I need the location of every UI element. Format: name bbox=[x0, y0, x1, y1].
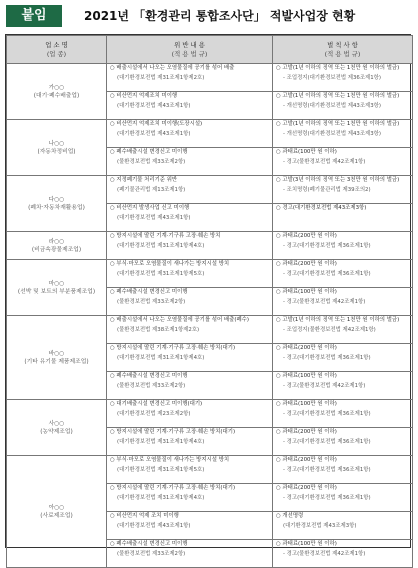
business-name: 아○○ bbox=[48, 504, 65, 511]
penalty-cell-text: ○ 고발(1년 이하의 징역 또는 1천만 원 이하의 벌금) bbox=[276, 93, 400, 99]
business-cell bbox=[7, 400, 107, 456]
penalty-cell-law: (대기환경보전법 제43조제3항) bbox=[283, 522, 357, 529]
violation-cell-text: ○ 폐수배출시설 변경신고 미이행 bbox=[110, 149, 188, 155]
header-business-name: 업 소 명 (업 종) bbox=[7, 36, 107, 64]
penalty-cell-law: - 경고(물환경보전법 제42조제1항) bbox=[283, 550, 366, 557]
penalty-cell-text: ○ 과태료(100만 원 이하) bbox=[276, 289, 337, 295]
penalty-cell bbox=[273, 64, 413, 92]
table-header-row bbox=[7, 36, 413, 64]
penalty-cell-text: ○ 과태료(100만 원 이하) bbox=[276, 541, 337, 547]
violation-cell-law: (대기환경보전법 제23조제2항) bbox=[117, 410, 191, 417]
violation-cell-law: (대기환경보전법 제43조제1항) bbox=[117, 130, 191, 137]
penalty-cell bbox=[273, 316, 413, 344]
penalty-cell-law: - 경고(대기환경보전법 제36조제1항) bbox=[283, 270, 371, 277]
violation-cell bbox=[107, 260, 273, 288]
violation-cell bbox=[107, 512, 273, 540]
penalty-cell-text: ○ 고발(3년 이하의 징역 또는 3천만 원 이하의 벌금) bbox=[276, 177, 400, 183]
penalty-cell-law: - 조업정지(대기환경보전법 제36조제1항) bbox=[283, 74, 381, 81]
violation-cell-law: (물환경보전법 제33조제2항) bbox=[117, 298, 186, 305]
violation-cell bbox=[107, 540, 273, 568]
penalty-cell-text: ○ 개선명령 bbox=[276, 513, 304, 519]
penalty-cell bbox=[273, 428, 413, 456]
penalty-cell-law: - 조업정지(물환경보전법 제42조제1항) bbox=[283, 326, 376, 333]
business-name: 마○○ bbox=[48, 280, 65, 287]
business-cell bbox=[7, 176, 107, 232]
penalty-cell-law: - 경고(대기환경보전법 제36조제1항) bbox=[283, 466, 371, 473]
business-type: (농약제조업) bbox=[40, 428, 73, 435]
violation-cell-text: ○ 폐수배출시설 변경신고 미이행 bbox=[110, 541, 188, 547]
business-name: 다○○ bbox=[48, 196, 65, 203]
violation-cell bbox=[107, 344, 273, 372]
business-type: (선박 및 보트의 부분품제조업) bbox=[17, 288, 96, 295]
penalty-cell-law: - 경고(대기환경보전법 제36조제1항) bbox=[283, 438, 371, 445]
penalty-cell-text: ○ 고발(1년 이하의 징역 또는 1천만 원 이하의 벌금) bbox=[276, 317, 400, 323]
violation-cell-text: ○ 배출시설에서 나오는 오염물질에 공기를 섞어 배출(폐수) bbox=[110, 317, 249, 323]
penalty-cell bbox=[273, 148, 413, 176]
penalty-cell-text: ○ 과태료(200만 원 이하) bbox=[276, 485, 337, 491]
business-cell bbox=[7, 260, 107, 316]
penalty-cell bbox=[273, 92, 413, 120]
violation-cell-law: (물환경보전법 제33조제2항) bbox=[117, 382, 186, 389]
violation-cell-law: (폐기물관리법 제13조제1항) bbox=[117, 186, 186, 193]
violation-cell-law: (대기환경보전법 제31조제1항제4호) bbox=[117, 494, 205, 501]
penalty-cell-law: - 경고(대기환경보전법 제36조제1항) bbox=[283, 410, 371, 417]
penalty-cell-law: - 경고(대기환경보전법 제36조제1항) bbox=[283, 494, 371, 501]
violation-cell-law: (대기환경보전법 제31조제1항제2호) bbox=[117, 74, 205, 81]
violation-cell bbox=[107, 372, 273, 400]
penalty-cell-text: ○ 과태료(100만 원 이하) bbox=[276, 373, 337, 379]
violation-cell-text: ○ 지정폐기물 처리기준 위반 bbox=[110, 177, 178, 183]
penalty-cell bbox=[273, 260, 413, 288]
header-violation: 위 반 내 용 (적 용 법 규) bbox=[107, 36, 273, 64]
penalty-cell-law: - 경고(대기환경보전법 제36조제1항) bbox=[283, 242, 371, 249]
violation-cell-text: ○ 비산먼지 억제조치 미이행 bbox=[110, 93, 178, 99]
penalty-cell bbox=[273, 232, 413, 260]
violation-cell-text: ○ 비산먼지 발생사업 신고 미이행 bbox=[110, 205, 190, 211]
table-row bbox=[7, 316, 413, 344]
penalty-cell bbox=[273, 456, 413, 484]
violation-cell-law: (대기환경보전법 제43조제1항) bbox=[117, 522, 191, 529]
violation-cell bbox=[107, 400, 273, 428]
violation-cell bbox=[107, 232, 273, 260]
business-cell bbox=[7, 456, 107, 568]
penalty-cell bbox=[273, 372, 413, 400]
attachment-badge: 붙임 bbox=[6, 5, 62, 27]
table-row bbox=[7, 120, 413, 148]
violation-cell bbox=[107, 64, 273, 92]
business-cell bbox=[7, 316, 107, 400]
penalty-cell-law: - 개선명령(대기환경보전법 제43조제3항) bbox=[283, 130, 381, 137]
violation-cell-text: ○ 방지시설에 딸린 기계·기구류 고장·훼손 방치(대기) bbox=[110, 429, 236, 435]
business-type: (폐차·자동차재활용업) bbox=[28, 204, 85, 211]
violation-cell-law: (물환경보전법 제38조제1항제2호) bbox=[117, 326, 200, 333]
penalty-cell bbox=[273, 288, 413, 316]
violation-cell-law: (물환경보전법 제33조제2항) bbox=[117, 158, 186, 165]
document-title: 2021년 「환경관리 통합조사단」 적발사업장 현황 bbox=[84, 9, 356, 23]
violations-table bbox=[6, 35, 413, 568]
penalty-cell bbox=[273, 540, 413, 568]
business-cell bbox=[7, 232, 107, 260]
penalty-cell-law: - 조치명령(폐기물관리법 제39조의2) bbox=[283, 186, 371, 193]
violation-cell bbox=[107, 288, 273, 316]
violation-cell bbox=[107, 456, 273, 484]
penalty-cell-law: - 경고(물환경보전법 제42조제1항) bbox=[283, 298, 366, 305]
table-row bbox=[7, 64, 413, 92]
penalty-cell-text: ○ 고발(1년 이하의 징역 또는 1천만 원 이하의 벌금) bbox=[276, 121, 400, 127]
violation-cell-text: ○ 방지시설에 딸린 기계·기구류 고장·훼손 방치 bbox=[110, 233, 221, 239]
penalty-cell-law: - 개선명령(대기환경보전법 제43조제3항) bbox=[283, 102, 381, 109]
penalty-cell-text: ○ 고발(1년 이하의 징역 또는 1천만 원 이하의 벌금) bbox=[276, 65, 400, 71]
penalty-cell bbox=[273, 120, 413, 148]
business-cell bbox=[7, 120, 107, 176]
business-name: 라○○ bbox=[48, 238, 65, 245]
business-type: (사료제조업) bbox=[40, 512, 73, 519]
penalty-cell-text: ○ 경고(대기환경보전법 제43조제3항) bbox=[276, 205, 367, 211]
table-row bbox=[7, 232, 413, 260]
business-type: (비금속광물제조업) bbox=[31, 246, 82, 253]
violation-cell bbox=[107, 148, 273, 176]
violation-cell-law: (대기환경보전법 제43조제1항) bbox=[117, 102, 191, 109]
business-name: 나○○ bbox=[48, 140, 65, 147]
header-penalty: 벌 칙 사 항 (적 용 법 규) bbox=[273, 36, 413, 64]
violation-cell-text: ○ 비산먼지 억제조치 미이행(도장시설) bbox=[110, 121, 203, 127]
document-header bbox=[6, 4, 410, 28]
violations-table-wrapper bbox=[5, 34, 411, 557]
violation-cell-law: (대기환경보전법 제31조제1항제4호) bbox=[117, 242, 205, 249]
penalty-cell-text: ○ 과태료(200만 원 이하) bbox=[276, 261, 337, 267]
violation-cell-text: ○ 부식·마모로 오염물질이 새나가는 방지시설 방치 bbox=[110, 457, 230, 463]
business-type: (기타 유기물 제품제조업) bbox=[24, 358, 89, 365]
violation-cell bbox=[107, 316, 273, 344]
penalty-cell-text: ○ 과태료(200만 원 이하) bbox=[276, 457, 337, 463]
business-type: (대기·폐수배출업) bbox=[33, 92, 80, 99]
violation-cell-law: (대기환경보전법 제43조제1항) bbox=[117, 214, 191, 221]
penalty-cell-law: - 경고(대기환경보전법 제36조제1항) bbox=[283, 354, 371, 361]
penalty-cell bbox=[273, 400, 413, 428]
violation-cell-text: ○ 폐수배출시설 변경신고 미이행 bbox=[110, 289, 188, 295]
penalty-cell-text: ○ 과태료(200만 원 이하) bbox=[276, 345, 337, 351]
business-name: 가○○ bbox=[48, 84, 65, 91]
penalty-cell-law: - 경고(물환경보전법 제42조제1항) bbox=[283, 158, 366, 165]
penalty-cell-text: ○ 과태료(100만 원 이하) bbox=[276, 149, 337, 155]
table-row bbox=[7, 400, 413, 428]
violation-cell bbox=[107, 204, 273, 232]
violation-cell-text: ○ 방지시설에 딸린 기계·기구류 고장·훼손 방치(대기) bbox=[110, 345, 236, 351]
table-row bbox=[7, 456, 413, 484]
penalty-cell bbox=[273, 176, 413, 204]
table-row bbox=[7, 260, 413, 288]
business-cell bbox=[7, 64, 107, 120]
violation-cell-law: (대기환경보전법 제31조제1항제4호) bbox=[117, 438, 205, 445]
violation-cell-law: (대기환경보전법 제31조제1항제5호) bbox=[117, 466, 205, 473]
penalty-cell-law: - 경고(물환경보전법 제42조제1항) bbox=[283, 382, 366, 389]
business-name: 바○○ bbox=[48, 350, 65, 357]
penalty-cell-text: ○ 과태료(100만 원 이하) bbox=[276, 401, 337, 407]
penalty-cell bbox=[273, 204, 413, 232]
table-row bbox=[7, 176, 413, 204]
violation-cell-text: ○ 대기배출시설 변경신고 미이행(대기) bbox=[110, 401, 203, 407]
violation-cell-text: ○ 폐수배출시설 변경신고 미이행 bbox=[110, 373, 188, 379]
violation-cell bbox=[107, 484, 273, 512]
business-type: (자동차정비업) bbox=[37, 148, 76, 155]
violation-cell-text: ○ 부식·마모로 오염물질이 새나가는 방지시설 방치 bbox=[110, 261, 230, 267]
penalty-cell-text: ○ 과태료(200만 원 이하) bbox=[276, 429, 337, 435]
violation-cell-text: ○ 비산먼지 억제 조치 미이행 bbox=[110, 513, 179, 519]
violation-cell bbox=[107, 120, 273, 148]
penalty-cell-text: ○ 과태료(200만 원 이하) bbox=[276, 233, 337, 239]
violation-cell-text: ○ 방지시설에 딸린 기계·기구류 고장·훼손 방치(대기) bbox=[110, 485, 236, 491]
business-name: 사○○ bbox=[48, 420, 65, 427]
violation-cell-text: ○ 배출시설에서 나오는 오염물질에 공기를 섞어 배출 bbox=[110, 65, 235, 71]
violation-cell bbox=[107, 428, 273, 456]
penalty-cell bbox=[273, 484, 413, 512]
violation-cell bbox=[107, 92, 273, 120]
penalty-cell bbox=[273, 344, 413, 372]
penalty-cell bbox=[273, 512, 413, 540]
violation-cell-law: (대기환경보전법 제31조제1항제5호) bbox=[117, 270, 205, 277]
violation-cell bbox=[107, 176, 273, 204]
violation-cell-law: (대기환경보전법 제31조제1항제4호) bbox=[117, 354, 205, 361]
violation-cell-law: (물환경보전법 제33조제2항) bbox=[117, 550, 186, 557]
